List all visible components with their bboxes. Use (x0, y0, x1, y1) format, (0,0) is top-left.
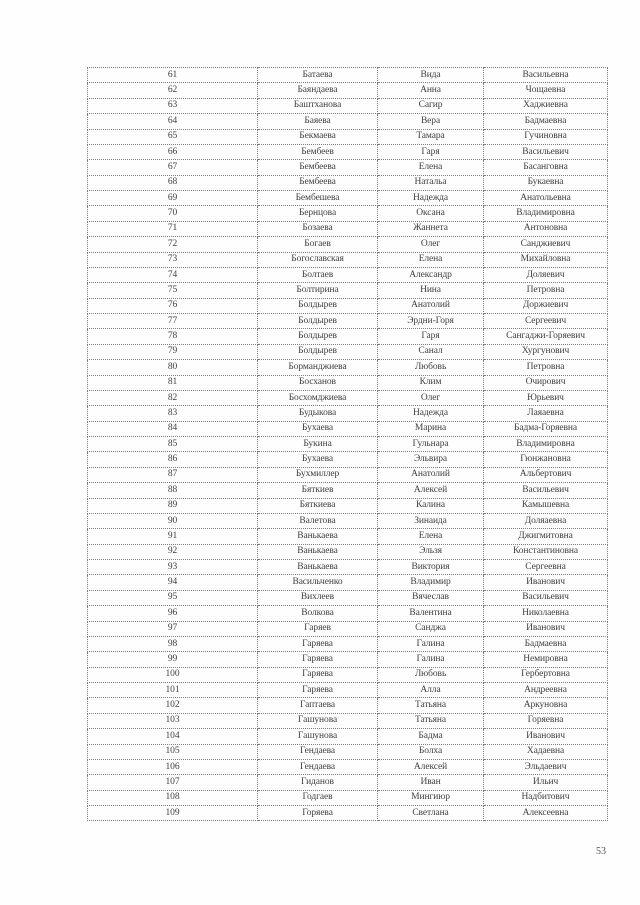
patronymic-cell: Васильевна (484, 68, 608, 83)
row-number-cell: 90 (88, 513, 258, 528)
first-name-cell: Зинаида (378, 513, 484, 528)
table-row (88, 114, 608, 129)
table-row (88, 498, 608, 513)
patronymic-cell: Андреевна (484, 683, 608, 698)
table-row (88, 575, 608, 590)
last-name-cell: Ванькаева (258, 560, 378, 575)
table-row (88, 652, 608, 667)
patronymic-cell: Константиновна (484, 544, 608, 559)
patronymic-cell: Михайловна (484, 252, 608, 267)
patronymic-cell: Букаевна (484, 175, 608, 190)
last-name-cell: Бяткиева (258, 498, 378, 513)
last-name-cell: Гашунова (258, 729, 378, 744)
patronymic-cell: Васильевич (484, 483, 608, 498)
patronymic-cell: Гербертовна (484, 667, 608, 682)
last-name-cell: Гендаева (258, 744, 378, 759)
first-name-cell: Вячеслав (378, 590, 484, 605)
row-number-cell: 101 (88, 683, 258, 698)
patronymic-cell: Очирович (484, 375, 608, 390)
row-number-cell: 105 (88, 744, 258, 759)
row-number-cell: 109 (88, 806, 258, 821)
first-name-cell: Нина (378, 283, 484, 298)
names-table (87, 67, 608, 821)
first-name-cell: Олег (378, 390, 484, 405)
row-number-cell: 86 (88, 452, 258, 467)
patronymic-cell: Горяевна (484, 713, 608, 728)
row-number-cell: 62 (88, 83, 258, 98)
table-row (88, 667, 608, 682)
row-number-cell: 87 (88, 467, 258, 482)
first-name-cell: Эльзя (378, 544, 484, 559)
table-row (88, 68, 608, 83)
row-number-cell: 83 (88, 406, 258, 421)
last-name-cell: Бембеев (258, 144, 378, 159)
first-name-cell: Валентина (378, 606, 484, 621)
last-name-cell: Гаптаева (258, 698, 378, 713)
row-number-cell: 106 (88, 759, 258, 774)
row-number-cell: 96 (88, 606, 258, 621)
table-row (88, 191, 608, 206)
first-name-cell: Надежда (378, 191, 484, 206)
first-name-cell: Татьяна (378, 713, 484, 728)
table-row (88, 406, 608, 421)
table-row (88, 160, 608, 175)
row-number-cell: 64 (88, 114, 258, 129)
last-name-cell: Горяева (258, 806, 378, 821)
row-number-cell: 67 (88, 160, 258, 175)
patronymic-cell: Владимировна (484, 206, 608, 221)
row-number-cell: 97 (88, 621, 258, 636)
table-row (88, 206, 608, 221)
row-number-cell: 104 (88, 729, 258, 744)
table-row (88, 529, 608, 544)
last-name-cell: Борманджиева (258, 360, 378, 375)
names-table-body (88, 68, 608, 821)
first-name-cell: Галина (378, 652, 484, 667)
first-name-cell: Гаря (378, 144, 484, 159)
table-row (88, 283, 608, 298)
patronymic-cell: Аркуновна (484, 698, 608, 713)
page-number: 53 (596, 846, 606, 857)
table-row (88, 83, 608, 98)
patronymic-cell: Доржиевич (484, 298, 608, 313)
last-name-cell: Бяткиев (258, 483, 378, 498)
first-name-cell: Эльвира (378, 452, 484, 467)
last-name-cell: Васильченко (258, 575, 378, 590)
first-name-cell: Мингиюр (378, 790, 484, 805)
first-name-cell: Иван (378, 775, 484, 790)
last-name-cell: Бернцова (258, 206, 378, 221)
table-row (88, 267, 608, 282)
row-number-cell: 91 (88, 529, 258, 544)
row-number-cell: 84 (88, 421, 258, 436)
last-name-cell: Баяева (258, 114, 378, 129)
first-name-cell: Тамара (378, 129, 484, 144)
first-name-cell: Елена (378, 160, 484, 175)
last-name-cell: Бухмиллер (258, 467, 378, 482)
first-name-cell: Алла (378, 683, 484, 698)
last-name-cell: Богославская (258, 252, 378, 267)
first-name-cell: Светлана (378, 806, 484, 821)
patronymic-cell: Хаджиевна (484, 98, 608, 113)
last-name-cell: Гашунова (258, 713, 378, 728)
first-name-cell: Санджа (378, 621, 484, 636)
patronymic-cell: Владимировна (484, 437, 608, 452)
first-name-cell: Елена (378, 529, 484, 544)
table-row (88, 175, 608, 190)
last-name-cell: Бембеева (258, 160, 378, 175)
first-name-cell: Вида (378, 68, 484, 83)
table-row (88, 606, 608, 621)
last-name-cell: Валетова (258, 513, 378, 528)
first-name-cell: Сагир (378, 98, 484, 113)
table-row (88, 437, 608, 452)
row-number-cell: 93 (88, 560, 258, 575)
patronymic-cell: Лаяаевна (484, 406, 608, 421)
row-number-cell: 108 (88, 790, 258, 805)
first-name-cell: Бадма (378, 729, 484, 744)
patronymic-cell: Васильевич (484, 144, 608, 159)
patronymic-cell: Бадма-Горяевна (484, 421, 608, 436)
first-name-cell: Марина (378, 421, 484, 436)
table-row (88, 775, 608, 790)
row-number-cell: 71 (88, 221, 258, 236)
first-name-cell: Елена (378, 252, 484, 267)
last-name-cell: Гиданов (258, 775, 378, 790)
patronymic-cell: Доляевич (484, 267, 608, 282)
last-name-cell: Ванькаева (258, 544, 378, 559)
row-number-cell: 69 (88, 191, 258, 206)
table-row (88, 360, 608, 375)
first-name-cell: Гульнара (378, 437, 484, 452)
row-number-cell: 63 (88, 98, 258, 113)
first-name-cell: Оксана (378, 206, 484, 221)
row-number-cell: 73 (88, 252, 258, 267)
first-name-cell: Любовь (378, 360, 484, 375)
last-name-cell: Босхомджиева (258, 390, 378, 405)
row-number-cell: 92 (88, 544, 258, 559)
patronymic-cell: Доляаевна (484, 513, 608, 528)
first-name-cell: Болха (378, 744, 484, 759)
patronymic-cell: Алексеевна (484, 806, 608, 821)
row-number-cell: 80 (88, 360, 258, 375)
patronymic-cell: Иванович (484, 729, 608, 744)
patronymic-cell: Анатольевна (484, 191, 608, 206)
row-number-cell: 89 (88, 498, 258, 513)
first-name-cell: Жаннета (378, 221, 484, 236)
table-row (88, 221, 608, 236)
row-number-cell: 107 (88, 775, 258, 790)
table-row (88, 390, 608, 405)
row-number-cell: 68 (88, 175, 258, 190)
table-row (88, 759, 608, 774)
last-name-cell: Богаев (258, 237, 378, 252)
first-name-cell: Клим (378, 375, 484, 390)
table-row (88, 467, 608, 482)
table-row (88, 590, 608, 605)
last-name-cell: Болдырев (258, 314, 378, 329)
first-name-cell: Вера (378, 114, 484, 129)
last-name-cell: Болтаев (258, 267, 378, 282)
row-number-cell: 75 (88, 283, 258, 298)
row-number-cell: 66 (88, 144, 258, 159)
row-number-cell: 61 (88, 68, 258, 83)
row-number-cell: 77 (88, 314, 258, 329)
table-row (88, 744, 608, 759)
table-row (88, 513, 608, 528)
first-name-cell: Олег (378, 237, 484, 252)
last-name-cell: Будыкова (258, 406, 378, 421)
patronymic-cell: Хургунович (484, 344, 608, 359)
first-name-cell: Натальа (378, 175, 484, 190)
row-number-cell: 85 (88, 437, 258, 452)
patronymic-cell: Антоновна (484, 221, 608, 236)
last-name-cell: Ванькаева (258, 529, 378, 544)
first-name-cell: Алексей (378, 759, 484, 774)
table-row (88, 683, 608, 698)
patronymic-cell: Николаевна (484, 606, 608, 621)
row-number-cell: 65 (88, 129, 258, 144)
table-row (88, 252, 608, 267)
first-name-cell: Анатолий (378, 467, 484, 482)
last-name-cell: Болдырев (258, 329, 378, 344)
table-row (88, 98, 608, 113)
row-number-cell: 103 (88, 713, 258, 728)
patronymic-cell: Камышевна (484, 498, 608, 513)
row-number-cell: 76 (88, 298, 258, 313)
last-name-cell: Бембешева (258, 191, 378, 206)
table-row (88, 375, 608, 390)
first-name-cell: Надежда (378, 406, 484, 421)
patronymic-cell: Иванович (484, 621, 608, 636)
first-name-cell: Калина (378, 498, 484, 513)
table-row (88, 314, 608, 329)
patronymic-cell: Басанговна (484, 160, 608, 175)
row-number-cell: 74 (88, 267, 258, 282)
patronymic-cell: Санджиевич (484, 237, 608, 252)
patronymic-cell: Сергеевна (484, 560, 608, 575)
table-row (88, 713, 608, 728)
table-row (88, 329, 608, 344)
patronymic-cell: Эльдаевич (484, 759, 608, 774)
first-name-cell: Любовь (378, 667, 484, 682)
last-name-cell: Баяндаева (258, 83, 378, 98)
patronymic-cell: Юрьевич (484, 390, 608, 405)
first-name-cell: Галина (378, 636, 484, 651)
last-name-cell: Гаряева (258, 683, 378, 698)
table-row (88, 698, 608, 713)
last-name-cell: Гаряева (258, 636, 378, 651)
patronymic-cell: Бадмаевна (484, 114, 608, 129)
last-name-cell: Бухаева (258, 452, 378, 467)
last-name-cell: Батаева (258, 68, 378, 83)
row-number-cell: 99 (88, 652, 258, 667)
last-name-cell: Волкова (258, 606, 378, 621)
table-row (88, 560, 608, 575)
last-name-cell: Болтирина (258, 283, 378, 298)
row-number-cell: 82 (88, 390, 258, 405)
patronymic-cell: Сангаджи-Горяевич (484, 329, 608, 344)
table-row (88, 544, 608, 559)
first-name-cell: Анатолий (378, 298, 484, 313)
first-name-cell: Татьяна (378, 698, 484, 713)
last-name-cell: Бембеева (258, 175, 378, 190)
row-number-cell: 70 (88, 206, 258, 221)
patronymic-cell: Петровна (484, 360, 608, 375)
last-name-cell: Бекмаева (258, 129, 378, 144)
first-name-cell: Эрдни-Горя (378, 314, 484, 329)
last-name-cell: Гаряев (258, 621, 378, 636)
last-name-cell: Букина (258, 437, 378, 452)
patronymic-cell: Альбертович (484, 467, 608, 482)
last-name-cell: Болдырев (258, 298, 378, 313)
row-number-cell: 78 (88, 329, 258, 344)
table-row (88, 344, 608, 359)
row-number-cell: 100 (88, 667, 258, 682)
table-row (88, 144, 608, 159)
table-row (88, 298, 608, 313)
first-name-cell: Александр (378, 267, 484, 282)
table-row (88, 421, 608, 436)
table-row (88, 790, 608, 805)
first-name-cell: Санал (378, 344, 484, 359)
table-row (88, 452, 608, 467)
row-number-cell: 94 (88, 575, 258, 590)
patronymic-cell: Гюнжановна (484, 452, 608, 467)
table-row (88, 806, 608, 821)
patronymic-cell: Надбитович (484, 790, 608, 805)
patronymic-cell: Сергеевич (484, 314, 608, 329)
patronymic-cell: Чощаевна (484, 83, 608, 98)
first-name-cell: Виктория (378, 560, 484, 575)
first-name-cell: Гаря (378, 329, 484, 344)
row-number-cell: 88 (88, 483, 258, 498)
patronymic-cell: Бадмаевна (484, 636, 608, 651)
last-name-cell: Болдырев (258, 344, 378, 359)
table-row (88, 483, 608, 498)
row-number-cell: 72 (88, 237, 258, 252)
last-name-cell: Гаряева (258, 652, 378, 667)
patronymic-cell: Иванович (484, 575, 608, 590)
table-row (88, 621, 608, 636)
last-name-cell: Бухаева (258, 421, 378, 436)
row-number-cell: 102 (88, 698, 258, 713)
row-number-cell: 98 (88, 636, 258, 651)
patronymic-cell: Немировна (484, 652, 608, 667)
last-name-cell: Бозаева (258, 221, 378, 236)
table-row (88, 129, 608, 144)
first-name-cell: Владимир (378, 575, 484, 590)
row-number-cell: 79 (88, 344, 258, 359)
patronymic-cell: Ильич (484, 775, 608, 790)
first-name-cell: Анна (378, 83, 484, 98)
table-row (88, 237, 608, 252)
last-name-cell: Баштханова (258, 98, 378, 113)
last-name-cell: Годгаев (258, 790, 378, 805)
patronymic-cell: Гучиновна (484, 129, 608, 144)
last-name-cell: Босханов (258, 375, 378, 390)
patronymic-cell: Васильевич (484, 590, 608, 605)
row-number-cell: 81 (88, 375, 258, 390)
last-name-cell: Вихлеев (258, 590, 378, 605)
patronymic-cell: Хадаевна (484, 744, 608, 759)
table-row (88, 729, 608, 744)
last-name-cell: Гендаева (258, 759, 378, 774)
patronymic-cell: Петровна (484, 283, 608, 298)
table-row (88, 636, 608, 651)
patronymic-cell: Джигмитовна (484, 529, 608, 544)
first-name-cell: Алексей (378, 483, 484, 498)
row-number-cell: 95 (88, 590, 258, 605)
last-name-cell: Гаряева (258, 667, 378, 682)
